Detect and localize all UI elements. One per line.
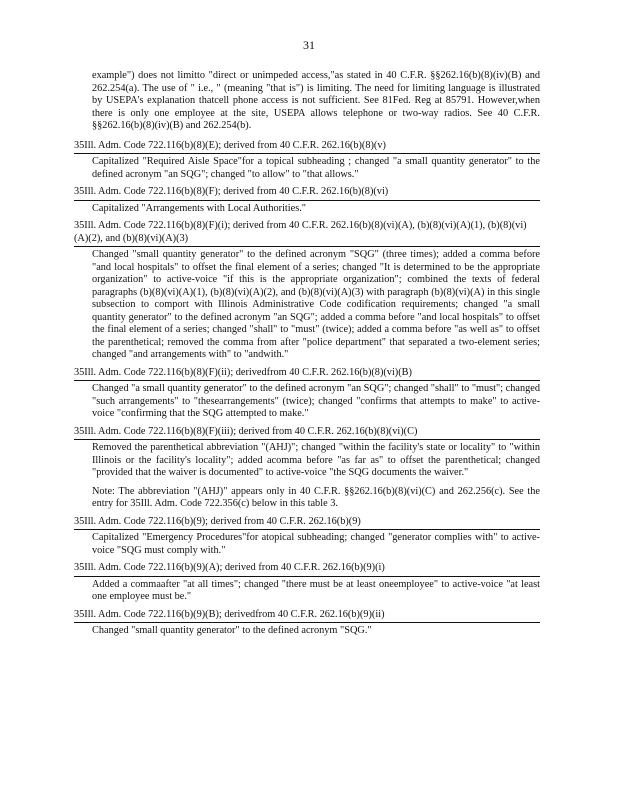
entry-body: Capitalized "Arrangements with Local Authorities.": [92, 202, 307, 214]
table-entry: [74, 426, 540, 511]
table-entry: [74, 220, 540, 362]
table-entry: [74, 140, 540, 182]
entry-body: Changed "small quantity generator" to the defined acronym "SQG" (three times); added a comma before "and local hospitals" to offset the final element of a series; changed "It is determined to be the appropriate organization" to active-voice "if this is the appropriate organization"; combined the texts of federal paragraphs (b)(8)(vi)(A)(1), (b)(8)(vi)(A)(2), and (b)(8)(vi)(A)(3) with paragraph (b)(8)(vi)(A) in this single subsection to comport with Illinois Administrative Code codification requirements; changed "a small quantity generator" to the defined acronym "an SQG"; added a comma before "and local hospitals" to offset the final element of a series; changed "shall" to "must" (twice); added a comma before "as well as" to offset the parenthetical; removed the comma from after "police department" that separated a two-element series; changed "and arrangements with" to "andwith.": [92, 249, 540, 360]
page-content: [74, 70, 540, 643]
entry-heading: 35Ill. Adm. Code 722.116(b)(9); derived from 40 C.F.R. 262.16(b)(9): [74, 516, 540, 531]
entry-note: Note: The abbreviation "(AHJ)" appears only in 40 C.F.R. §§262.16(b)(8)(vi)(C) and 262.256(c). See the entry for 35Ill. Adm. Code 722.356(c) below in this table 3.: [92, 485, 540, 509]
entry-heading: 35Ill. Adm. Code 722.116(b)(8)(F)(ii); derivedfrom 40 C.F.R. 262.16(b)(8)(vi)(B): [74, 367, 540, 382]
entry-body: Removed the parenthetical abbreviation "(AHJ)"; changed "within the facility's state or locality" to "within Illinois or the facility's locality"; added acomma before "as far as" to offset the parenthetical; changed "provided that the waiver is documented" to active-voice "the SQG documents the waiver.": [92, 442, 540, 478]
page-number: 31: [303, 38, 315, 52]
entry-heading: 35Ill. Adm. Code 722.116(b)(9)(A); derived from 40 C.F.R. 262.16(b)(9)(i): [74, 562, 540, 577]
table-entry: [74, 367, 540, 421]
table-entry: [74, 609, 540, 638]
table-entry: [74, 562, 540, 604]
table-entry: [74, 186, 540, 215]
entry-body: Changed "small quantity generator" to the defined acronym "SQG.": [92, 625, 372, 636]
entry-heading: 35Ill. Adm. Code 722.116(b)(8)(F)(i); derived from 40 C.F.R. 262.16(b)(8)(vi)(A), (b)(8)(vi)(A)(1), (b)(8)(vi)(A)(2), and (b)(8)(vi)(A)(3): [74, 220, 540, 247]
entry-body: Added a commaafter "at all times"; changed "there must be at least oneemployee" to active-voice "at least one employee must be.": [92, 578, 540, 602]
continued-paragraph: example") does not limitto "direct or unimpeded access,"as stated in 40 C.F.R. §§262.16(b)(8)(iv)(B) and 262.254(a). The use of " i.e., " (meaning "that is") is limiting. The need for limiting language is illustrated by USEPA's explanation thatcell phone access is not sufficient. See 81Fed. Reg at 85791. However,when there is only one employee at the site, USEPA allows telephone or two-way radios. See 40 C.F.R. §§262.16(b)(8)(iv)(B) and 262.254(b).: [92, 70, 540, 131]
entry-body: Capitalized "Emergency Procedures"for atopical subheading; changed "generator complies with" to active-voice "SQG must comply with.": [92, 532, 540, 556]
entry-heading: 35Ill. Adm. Code 722.116(b)(8)(E); derived from 40 C.F.R. 262.16(b)(8)(v): [74, 140, 540, 155]
table-entry: [74, 516, 540, 558]
entry-heading: 35Ill. Adm. Code 722.116(b)(8)(F)(iii); derived from 40 C.F.R. 262.16(b)(8)(vi)(C): [74, 426, 540, 441]
entry-heading: 35Ill. Adm. Code 722.116(b)(8)(F); derived from 40 C.F.R. 262.16(b)(8)(vi): [74, 186, 540, 201]
entry-heading: 35Ill. Adm. Code 722.116(b)(9)(B); derivedfrom 40 C.F.R. 262.16(b)(9)(ii): [74, 609, 540, 624]
entry-body: Changed "a small quantity generator" to the defined acronym "an SQG"; changed "shall" to "must"; changed "such arrangements" to "thesearrangements" (twice); changed "confirms that attempts to make" to active-voice "confirming that the SQG attempted to make.": [92, 383, 540, 419]
entry-body: Capitalized "Required Aisle Space"for a topical subheading ; changed "a small quantity generator" to the defined acronym "an SQG"; changed "to allow" to "that allows.": [92, 156, 540, 180]
